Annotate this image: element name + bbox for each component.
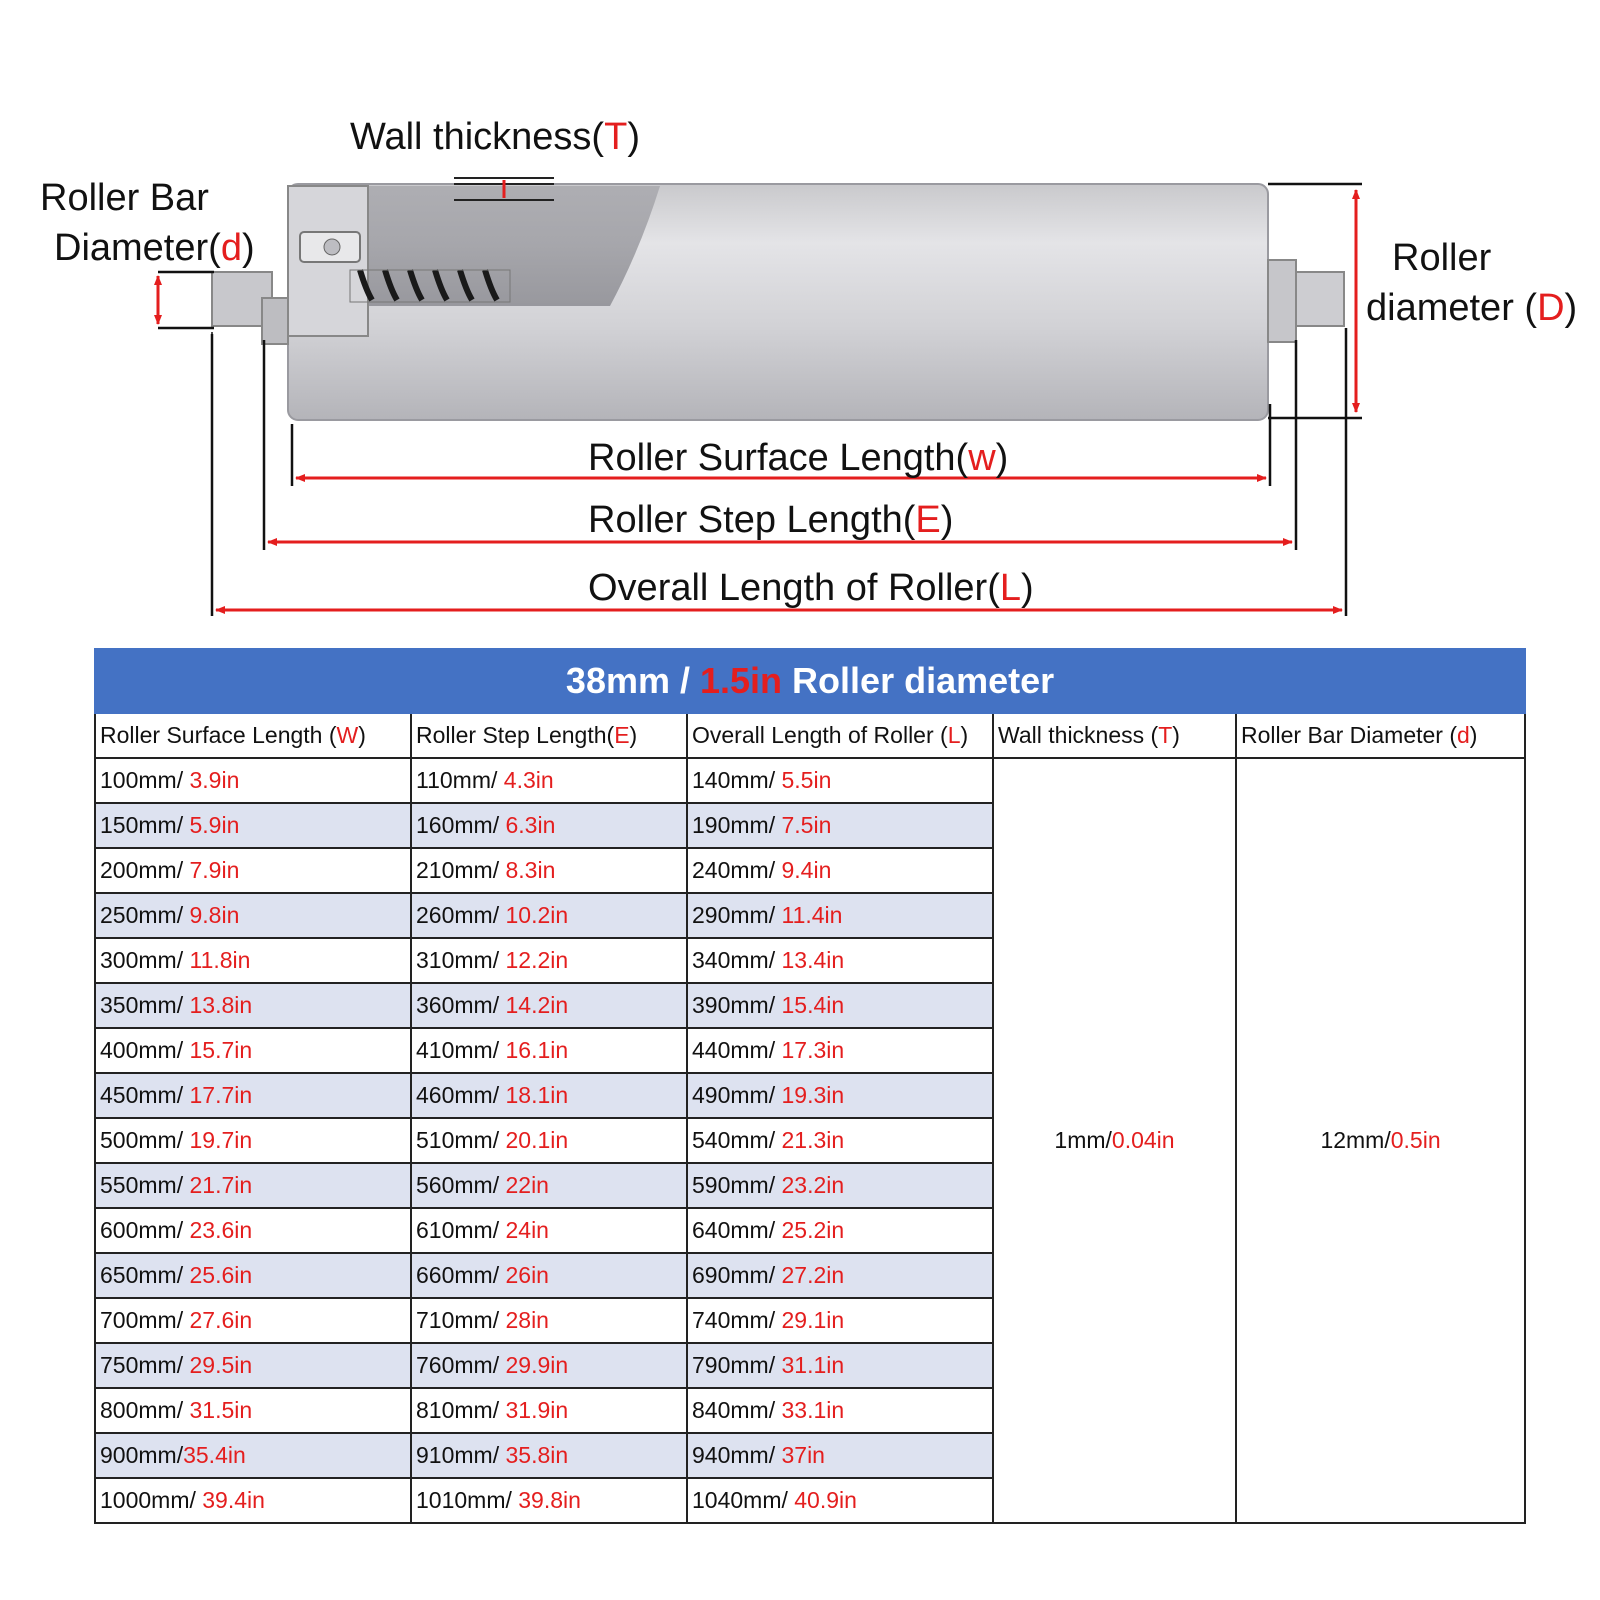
- table-cell: 1010mm/ 39.8in: [411, 1478, 687, 1523]
- table-cell: 510mm/ 20.1in: [411, 1118, 687, 1163]
- table-cell: 400mm/ 15.7in: [95, 1028, 411, 1073]
- spec-table: [94, 648, 1526, 1524]
- table-cell: 310mm/ 12.2in: [411, 938, 687, 983]
- table-cell: 1040mm/ 40.9in: [687, 1478, 993, 1523]
- table-cell: 690mm/ 27.2in: [687, 1253, 993, 1298]
- table-cell: 450mm/ 17.7in: [95, 1073, 411, 1118]
- table-cell: 710mm/ 28in: [411, 1298, 687, 1343]
- table-cell: 740mm/ 29.1in: [687, 1298, 993, 1343]
- table-cell: 600mm/ 23.6in: [95, 1208, 411, 1253]
- table-cell: 900mm/35.4in: [95, 1433, 411, 1478]
- roller-diameter-label-line1: Roller: [1392, 237, 1492, 279]
- column-header: Roller Step Length(E): [411, 713, 687, 758]
- table-cell: 190mm/ 7.5in: [687, 803, 993, 848]
- table-cell: 260mm/ 10.2in: [411, 893, 687, 938]
- table-cell: 700mm/ 27.6in: [95, 1298, 411, 1343]
- table-title: 38mm / 1.5in Roller diameter: [95, 649, 1525, 713]
- table-cell: 290mm/ 11.4in: [687, 893, 993, 938]
- table-cell: 210mm/ 8.3in: [411, 848, 687, 893]
- table-cell: 550mm/ 21.7in: [95, 1163, 411, 1208]
- left-shaft: [212, 272, 288, 344]
- table-cell: 110mm/ 4.3in: [411, 758, 687, 803]
- right-shaft: [1268, 260, 1344, 342]
- table-cell: 250mm/ 9.8in: [95, 893, 411, 938]
- column-header: Roller Surface Length (W): [95, 713, 411, 758]
- bar-diameter-label-line2: Diameter(d): [54, 227, 255, 269]
- table-cell: 840mm/ 33.1in: [687, 1388, 993, 1433]
- table-cell: 140mm/ 5.5in: [687, 758, 993, 803]
- table-cell: 750mm/ 29.5in: [95, 1343, 411, 1388]
- column-header-row: [95, 713, 1525, 758]
- table-cell: 790mm/ 31.1in: [687, 1343, 993, 1388]
- table-body: [95, 758, 1525, 1523]
- table-cell: 1000mm/ 39.4in: [95, 1478, 411, 1523]
- table-cell: 200mm/ 7.9in: [95, 848, 411, 893]
- step-length-label: Roller Step Length(E): [588, 499, 954, 541]
- table-cell: 460mm/ 18.1in: [411, 1073, 687, 1118]
- wall-thickness-label: Wall thickness(T): [350, 116, 640, 158]
- table-cell: 800mm/ 31.5in: [95, 1388, 411, 1433]
- surface-length-label: Roller Surface Length(w): [588, 437, 1009, 479]
- table-cell: 810mm/ 31.9in: [411, 1388, 687, 1433]
- table-row: [95, 758, 1525, 803]
- wall-thickness-value: 1mm/0.04in: [993, 758, 1236, 1523]
- table-cell: 240mm/ 9.4in: [687, 848, 993, 893]
- roller-tube: [288, 184, 1268, 420]
- table-cell: 760mm/ 29.9in: [411, 1343, 687, 1388]
- table-cell: 910mm/ 35.8in: [411, 1433, 687, 1478]
- table-cell: 640mm/ 25.2in: [687, 1208, 993, 1253]
- bar-diameter-value: 12mm/0.5in: [1236, 758, 1525, 1523]
- table-cell: 160mm/ 6.3in: [411, 803, 687, 848]
- table-cell: 360mm/ 14.2in: [411, 983, 687, 1028]
- column-header: Overall Length of Roller (L): [687, 713, 993, 758]
- table-cell: 340mm/ 13.4in: [687, 938, 993, 983]
- table-cell: 440mm/ 17.3in: [687, 1028, 993, 1073]
- table-cell: 590mm/ 23.2in: [687, 1163, 993, 1208]
- overall-length-label: Overall Length of Roller(L): [588, 567, 1034, 609]
- table-cell: 300mm/ 11.8in: [95, 938, 411, 983]
- roller-diagram: [0, 0, 1600, 640]
- table-cell: 390mm/ 15.4in: [687, 983, 993, 1028]
- table-cell: 560mm/ 22in: [411, 1163, 687, 1208]
- bar-diameter-label-line1: Roller Bar: [40, 177, 209, 219]
- table-cell: 100mm/ 3.9in: [95, 758, 411, 803]
- table-cell: 540mm/ 21.3in: [687, 1118, 993, 1163]
- roller-illustration: [0, 0, 1600, 640]
- table-cell: 650mm/ 25.6in: [95, 1253, 411, 1298]
- table-cell: 660mm/ 26in: [411, 1253, 687, 1298]
- table-cell: 940mm/ 37in: [687, 1433, 993, 1478]
- column-header: Wall thickness (T): [993, 713, 1236, 758]
- roller-diameter-label-line2: diameter (D): [1366, 287, 1578, 329]
- table-cell: 150mm/ 5.9in: [95, 803, 411, 848]
- column-header: Roller Bar Diameter (d): [1236, 713, 1525, 758]
- table-cell: 500mm/ 19.7in: [95, 1118, 411, 1163]
- table-cell: 350mm/ 13.8in: [95, 983, 411, 1028]
- table-cell: 410mm/ 16.1in: [411, 1028, 687, 1073]
- table-cell: 610mm/ 24in: [411, 1208, 687, 1253]
- table-cell: 490mm/ 19.3in: [687, 1073, 993, 1118]
